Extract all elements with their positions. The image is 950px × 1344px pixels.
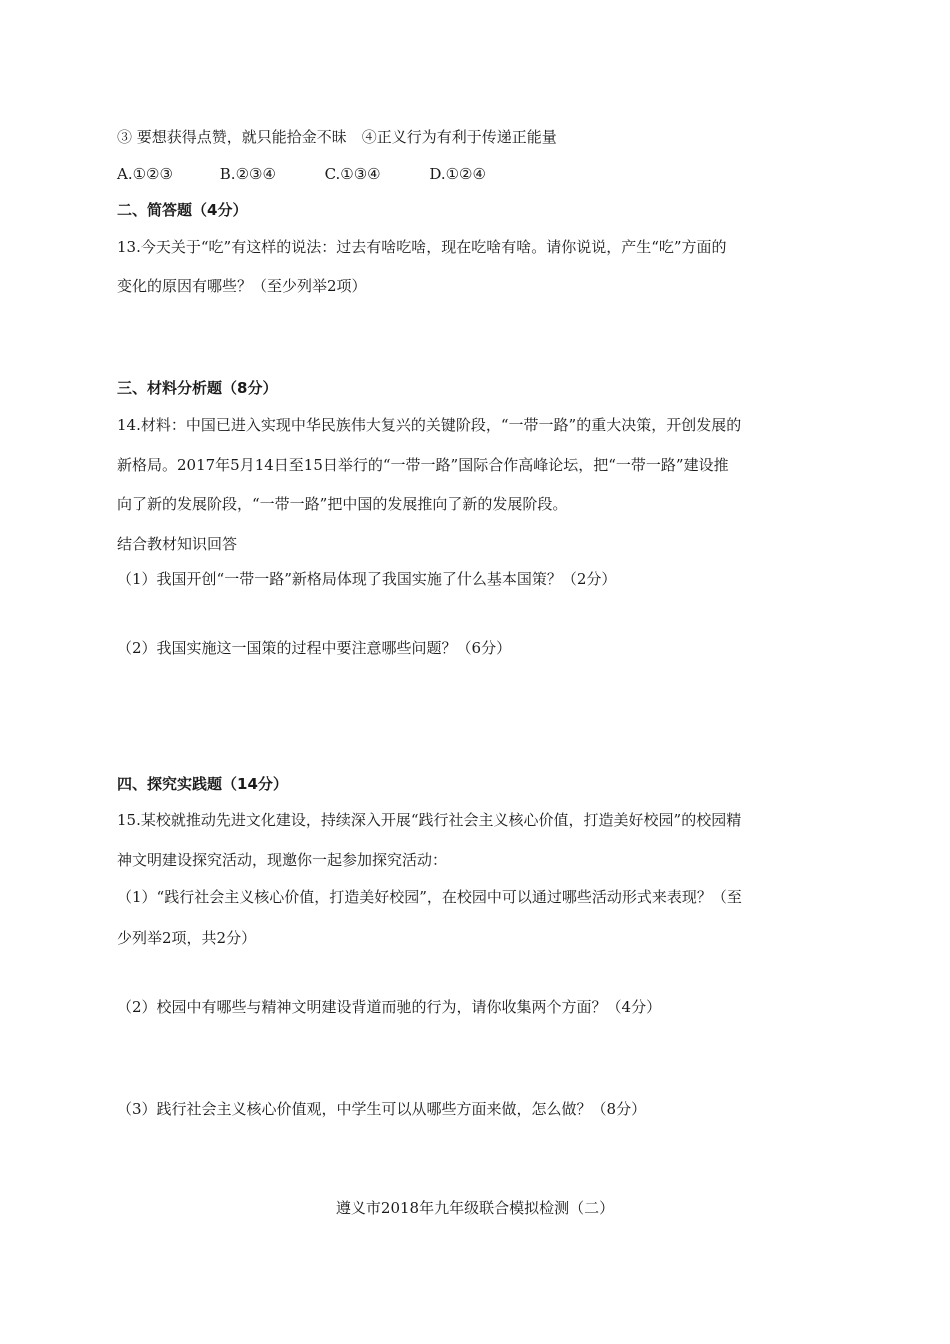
- section-2-heading: 二、简答题（4分）: [117, 201, 248, 219]
- option-b: B.②③④: [219, 165, 276, 183]
- question-14-line-1: 14.材料：中国已进入实现中华民族伟大复兴的关键阶段，“一带一路”的重大决策，开创发展的: [117, 416, 742, 434]
- question-14-sub-1: （1）我国开创“一带一路”新格局体现了我国实施了什么基本国策？（2分）: [117, 570, 617, 588]
- page-footer: 遵义市2018年九年级联合模拟检测（二）: [335, 1199, 615, 1217]
- question-12-statement: ③ 要想获得点赞，就只能拾金不昧 ④正义行为有利于传递正能量: [117, 128, 557, 146]
- question-15-sub-1-line-1: （1）“践行社会主义核心价值，打造美好校园”，在校园中可以通过哪些活动形式来表现？（至: [117, 888, 742, 906]
- question-14-line-2: 新格局。2017年5月14日至15日举行的“一带一路”国际合作高峰论坛，把“一带一路”建设推: [117, 456, 729, 474]
- question-15-sub-2: （2）校园中有哪些与精神文明建设背道而驰的行为，请你收集两个方面？（4分）: [117, 998, 662, 1016]
- question-15-line-2: 神文明建设探究活动，现邀你一起参加探究活动：: [117, 851, 448, 869]
- question-14-sub-2: （2）我国实施这一国策的过程中要注意哪些问题？（6分）: [117, 639, 512, 657]
- question-15-sub-3: （3）践行社会主义核心价值观，中学生可以从哪些方面来做，怎么做？（8分）: [117, 1100, 647, 1118]
- question-13-line-2: 变化的原因有哪些？（至少列举2项）: [117, 277, 367, 295]
- question-14-prompt: 结合教材知识回答: [117, 535, 238, 553]
- question-15-sub-1-line-2: 少列举2项，共2分）: [117, 929, 257, 947]
- question-14-line-3: 向了新的发展阶段，“一带一路”把中国的发展推向了新的发展阶段。: [117, 495, 568, 513]
- option-d: D.①②④: [429, 165, 486, 183]
- section-3-heading: 三、材料分析题（8分）: [117, 379, 278, 397]
- question-12-options: [117, 164, 486, 184]
- question-15-line-1: 15.某校就推动先进文化建设，持续深入开展“践行社会主义核心价值，打造美好校园”的校园精: [117, 811, 742, 829]
- option-a: A.①②③: [117, 165, 173, 183]
- section-4-heading: 四、探究实践题（14分）: [117, 775, 288, 793]
- question-13-line-1: 13.今天关于“吃”有这样的说法：过去有啥吃啥，现在吃啥有啥。请你说说，产生“吃”方面的: [117, 238, 727, 256]
- option-c: C.①③④: [324, 165, 381, 183]
